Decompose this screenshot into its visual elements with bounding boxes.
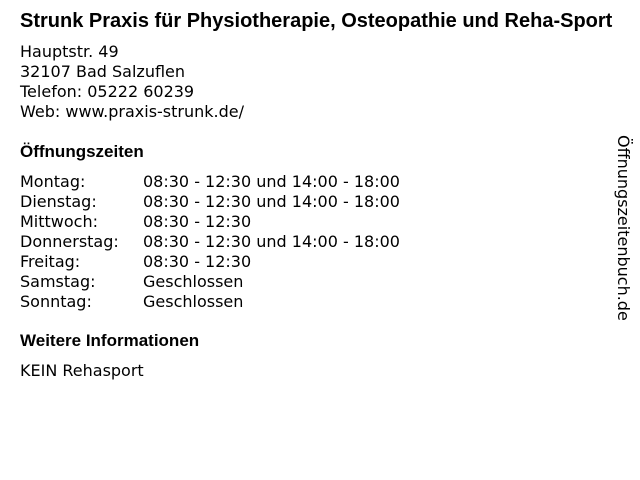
day-hours: Geschlossen <box>143 272 244 291</box>
street-address: Hauptstr. 49 <box>20 42 119 61</box>
hours-row-wednesday <box>20 212 400 232</box>
day-label: Dienstag: <box>20 192 97 211</box>
city-address: 32107 Bad Salzuflen <box>20 62 186 81</box>
day-label: Sonntag: <box>20 292 92 311</box>
phone-number: Telefon: 05222 60239 <box>20 82 195 101</box>
day-hours: 08:30 - 12:30 und 14:00 - 18:00 <box>143 232 400 251</box>
hours-row-tuesday <box>20 192 400 212</box>
business-card <box>20 10 615 381</box>
hours-row-monday <box>20 172 400 192</box>
day-label: Mittwoch: <box>20 212 98 231</box>
day-label: Samstag: <box>20 272 96 291</box>
day-hours: 08:30 - 12:30 und 14:00 - 18:00 <box>143 192 400 211</box>
hours-row-friday <box>20 252 400 272</box>
site-watermark: Öffnungszeitenbuch.de <box>614 135 633 321</box>
hours-row-sunday <box>20 292 400 312</box>
hours-row-thursday <box>20 232 400 252</box>
hours-row-saturday <box>20 272 400 292</box>
day-label: Donnerstag: <box>20 232 119 251</box>
day-label: Freitag: <box>20 252 81 271</box>
day-hours: 08:30 - 12:30 und 14:00 - 18:00 <box>143 172 400 191</box>
more-info-heading: Weitere Informationen <box>20 331 200 350</box>
day-hours: 08:30 - 12:30 <box>143 212 252 231</box>
day-label: Montag: <box>20 172 86 191</box>
more-info-text: KEIN Rehasport <box>20 361 144 380</box>
opening-hours-table <box>20 172 400 312</box>
address-block <box>20 42 615 122</box>
website: Web: www.praxis-strunk.de/ <box>20 102 245 121</box>
opening-hours-heading: Öffnungszeiten <box>20 142 144 161</box>
day-hours: 08:30 - 12:30 <box>143 252 252 271</box>
day-hours: Geschlossen <box>143 292 244 311</box>
business-name: Strunk Praxis für Physiotherapie, Osteopathie und Reha-Sport <box>20 10 613 32</box>
